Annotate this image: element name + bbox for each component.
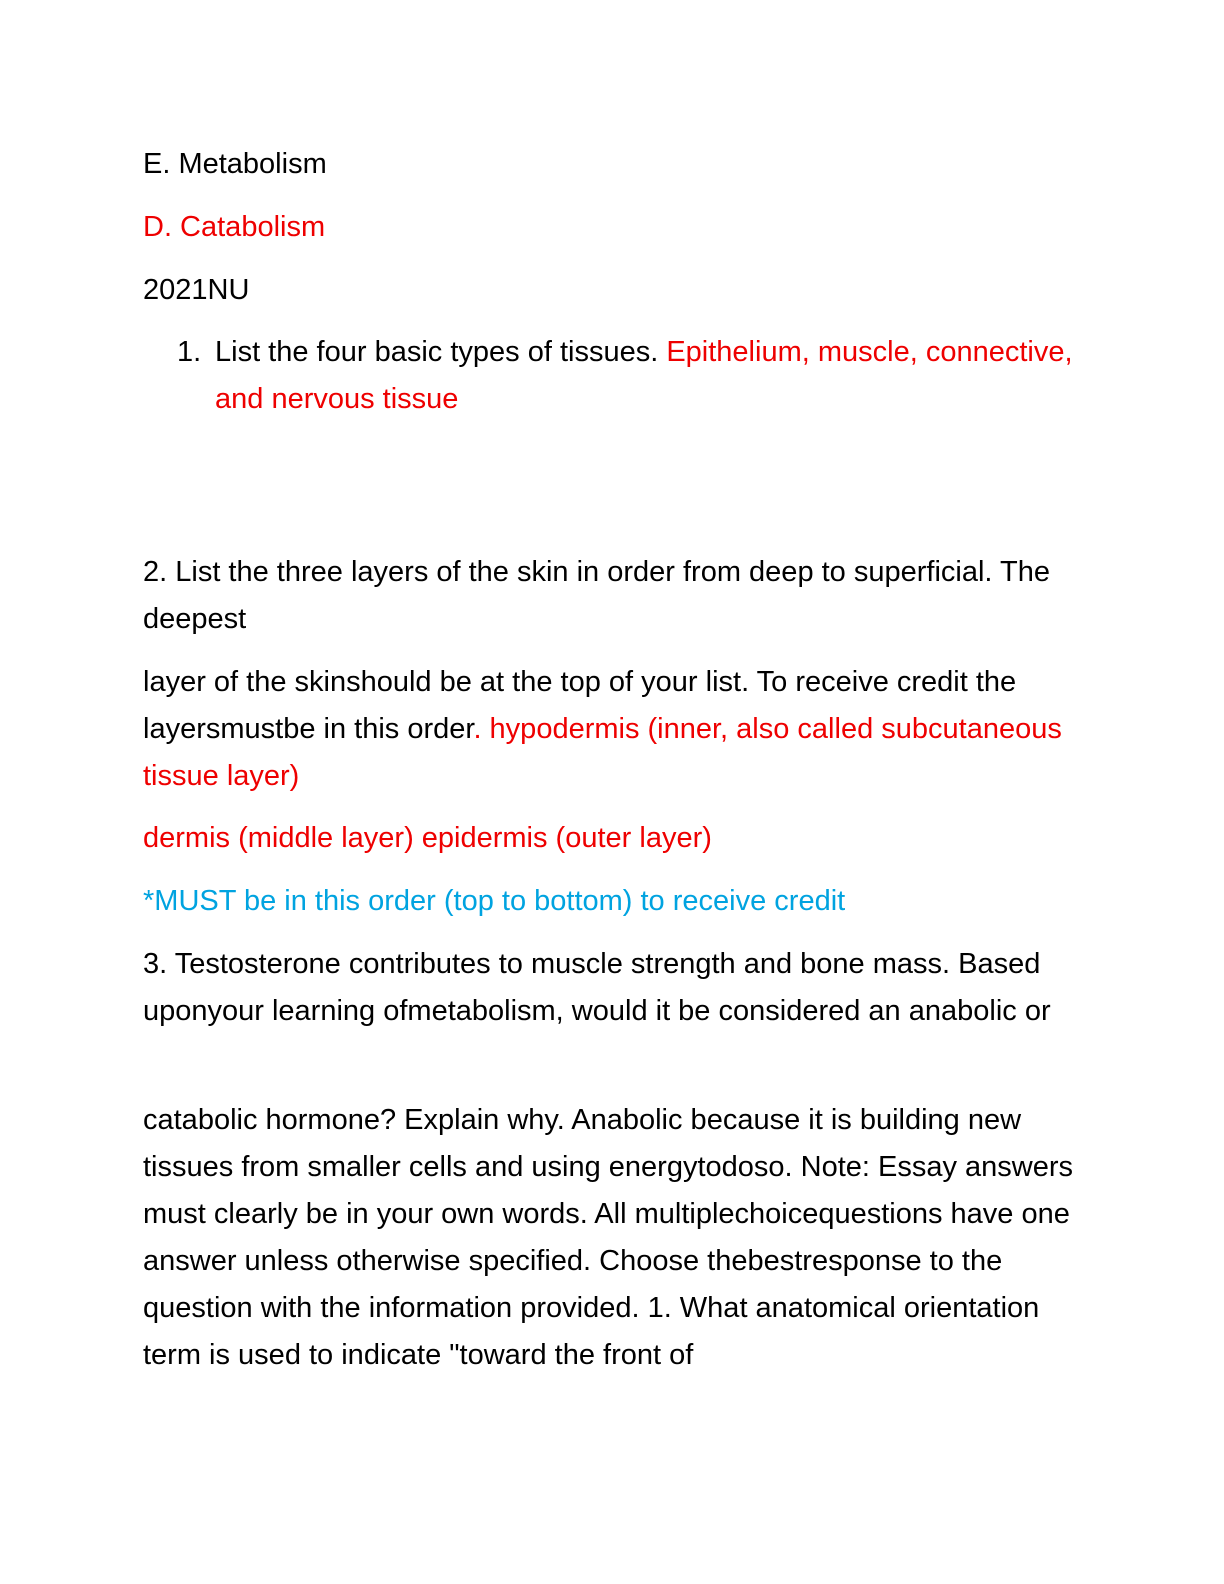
q2-period: . — [473, 713, 482, 745]
option-e-line: E. Metabolism — [143, 148, 327, 180]
q2-order-note: *MUST be in this order (top to bottom) to receive credit — [143, 885, 846, 917]
q3-answer-paragraph: catabolic hormone? Explain why. Anabolic because it is building new tissues from smaller cells and using energytodoso. Note: Essay answers must clearly be in your own words. All multiplechoicequestions have one answer unless otherwise specified. Choose thebestresponse to the question with the information provided. 1. What anatomical orientation term is used to indicate "toward the front of — [143, 1104, 1074, 1371]
q1-answer: Epithelium, muscle, connective, and nervous tissue — [215, 336, 1073, 415]
q3-question-part1: 3. Testosterone contributes to muscle strength and bone mass. Based uponyour learning ofmetabolism, would it be considered an anabolic or — [143, 948, 1051, 1027]
q2-answer-line1: hypodermis (inner, also called subcutaneous tissue layer) — [143, 713, 1062, 792]
code-line: 2021NU — [143, 274, 250, 306]
q2-question-part2: layer of the skinshould be at the top of your list. To receive credit the layersmustbe in this order — [143, 666, 1017, 745]
q1-paragraph — [215, 329, 1085, 423]
q1-question: List the four basic types of tissues. — [215, 336, 667, 368]
q2-question-part1: 2. List the three layers of the skin in order from deep to superficial. The deepest — [143, 556, 1050, 635]
option-d-answer-line: D. Catabolism — [143, 211, 326, 243]
q1-number: 1. — [177, 336, 202, 368]
q2-answer-line2: dermis (middle layer) epidermis (outer layer) — [143, 822, 712, 854]
q2-paragraph — [143, 659, 1083, 800]
